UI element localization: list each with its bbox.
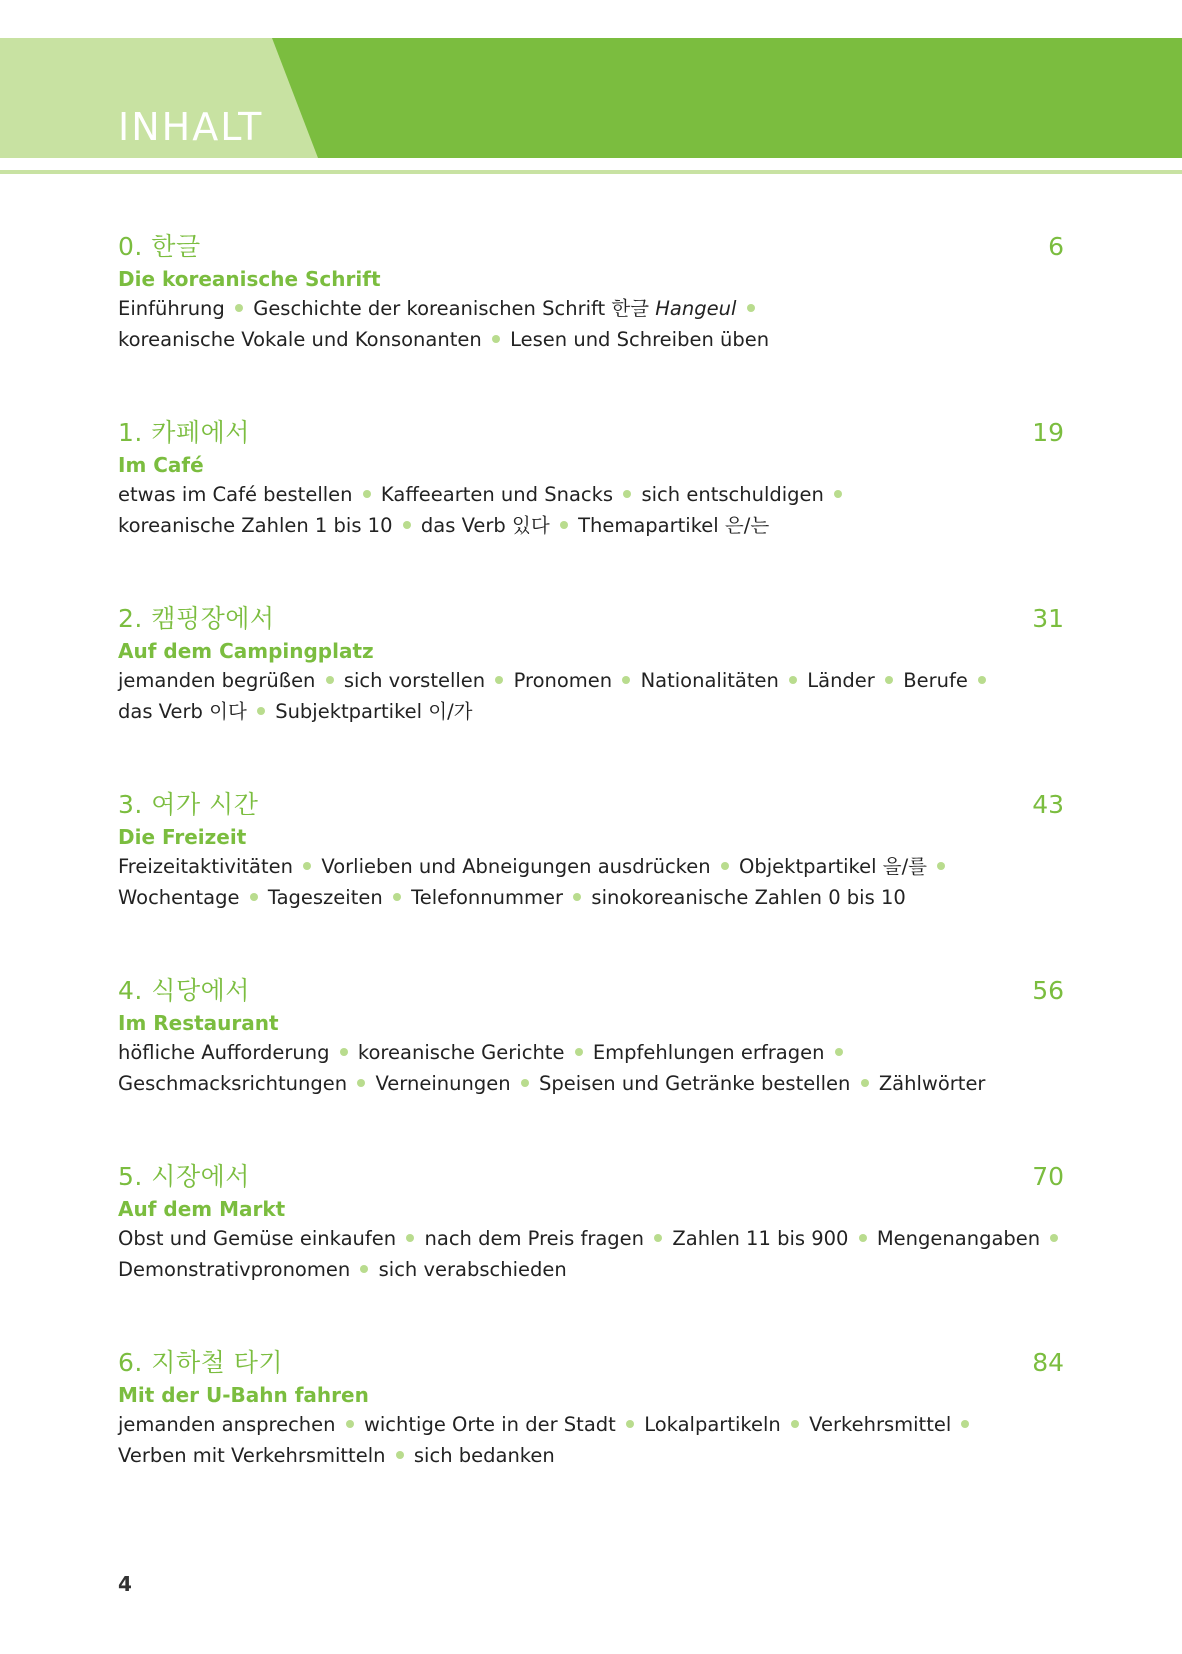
chapter-title[interactable]: 4. 식당에서 [118, 976, 250, 1005]
bullet-dot-icon [406, 1234, 414, 1242]
bullet-dot-icon [573, 893, 581, 901]
topic-item: Pronomen [513, 669, 613, 692]
page-number: 4 [118, 1572, 132, 1596]
bullet-dot-icon [978, 676, 986, 684]
bullet-dot-icon [859, 1234, 867, 1242]
topic-item: Einführung [118, 297, 225, 320]
chapter-page-number[interactable]: 56 [1032, 976, 1064, 1005]
topic-item: Geschmacksrichtungen [118, 1072, 348, 1095]
bullet-dot-icon [961, 1420, 969, 1428]
bullet-dot-icon [791, 1420, 799, 1428]
topic-item: Verneinungen [375, 1072, 511, 1095]
chapter-title[interactable]: 5. 시장에서 [118, 1162, 250, 1191]
bullet-dot-icon [257, 707, 265, 715]
bullet-dot-icon [560, 521, 568, 529]
chapter-topics [118, 1409, 1064, 1471]
bullet-dot-icon [495, 676, 503, 684]
chapter-title[interactable]: 3. 여가 시간 [118, 790, 259, 819]
chapter-page-number[interactable]: 70 [1032, 1162, 1064, 1191]
topic-item: jemanden ansprechen [118, 1413, 336, 1436]
chapter-topics [118, 1037, 1064, 1099]
bullet-dot-icon [622, 676, 630, 684]
topic-item: sich verabschieden [378, 1258, 567, 1281]
toc-entry[interactable] [118, 788, 1064, 974]
bullet-dot-icon [885, 676, 893, 684]
topic-item: sinokoreanische Zahlen 0 bis 10 [591, 886, 906, 909]
topic-item: Kaffeearten und Snacks [380, 483, 614, 506]
page-title: INHALT [118, 105, 264, 149]
chapter-title[interactable]: 6. 지하철 타기 [118, 1348, 283, 1377]
topic-item: Subjektpartikel 이/가 [275, 700, 473, 723]
topic-item: etwas im Café bestellen [118, 483, 353, 506]
topic-item: nach dem Preis fragen [424, 1227, 645, 1250]
topic-item: wichtige Orte in der Stadt [363, 1413, 616, 1436]
bullet-dot-icon [250, 893, 258, 901]
topic-item: sich entschuldigen [641, 483, 824, 506]
topic-item: Speisen und Getränke bestellen [538, 1072, 851, 1095]
bullet-dot-icon [789, 676, 797, 684]
bullet-dot-icon [393, 893, 401, 901]
bullet-dot-icon [340, 1048, 348, 1056]
toc-entry[interactable] [118, 602, 1064, 788]
toc-entry[interactable] [118, 1160, 1064, 1346]
chapter-page-number[interactable]: 43 [1032, 790, 1064, 819]
bullet-dot-icon [835, 1048, 843, 1056]
topic-item: Verben mit Verkehrsmitteln [118, 1444, 386, 1467]
bullet-dot-icon [363, 490, 371, 498]
bullet-dot-icon [626, 1420, 634, 1428]
bullet-dot-icon [303, 862, 311, 870]
bullet-dot-icon [360, 1265, 368, 1273]
chapter-subtitle: Im Café [118, 453, 204, 477]
chapter-subtitle: Im Restaurant [118, 1011, 279, 1035]
chapter-page-number[interactable]: 19 [1032, 418, 1064, 447]
topic-item: sich vorstellen [343, 669, 486, 692]
chapter-subtitle: Auf dem Markt [118, 1197, 286, 1221]
chapter-topics [118, 851, 1064, 913]
toc-entry[interactable] [118, 230, 1064, 416]
chapter-topics [118, 665, 1064, 727]
bullet-dot-icon [235, 304, 243, 312]
topic-item: Berufe [903, 669, 968, 692]
bullet-dot-icon [492, 335, 500, 343]
topic-item: jemanden begrüßen [118, 669, 316, 692]
topic-item: Zählwörter [878, 1072, 986, 1095]
bullet-dot-icon [861, 1079, 869, 1087]
bullet-dot-icon [1050, 1234, 1058, 1242]
topic-item: das Verb 이다 [118, 700, 247, 723]
topic-item: Themapartikel 은/는 [578, 514, 770, 537]
bullet-dot-icon [396, 1451, 404, 1459]
topic-item: Tageszeiten [267, 886, 383, 909]
toc-entry[interactable] [118, 416, 1064, 602]
table-of-contents [118, 230, 1064, 1532]
chapter-topics [118, 1223, 1064, 1285]
bullet-dot-icon [521, 1079, 529, 1087]
bullet-dot-icon [654, 1234, 662, 1242]
topic-item: Wochentage [118, 886, 240, 909]
topic-item: koreanische Vokale und Konsonanten [118, 328, 482, 351]
bullet-dot-icon [357, 1079, 365, 1087]
bullet-dot-icon [937, 862, 945, 870]
topic-item: Obst und Gemüse einkaufen [118, 1227, 397, 1250]
chapter-subtitle: Die koreanische Schrift [118, 267, 381, 291]
topic-item: Empfehlungen erfragen [592, 1041, 825, 1064]
header-divider [0, 170, 1182, 174]
topic-item: sich bedanken [413, 1444, 555, 1467]
topic-item: Lokalpartikeln [644, 1413, 781, 1436]
topic-item: höfliche Aufforderung [118, 1041, 330, 1064]
chapter-subtitle: Mit der U-Bahn fahren [118, 1383, 369, 1407]
bullet-dot-icon [575, 1048, 583, 1056]
bullet-dot-icon [721, 862, 729, 870]
bullet-dot-icon [623, 490, 631, 498]
bullet-dot-icon [747, 304, 755, 312]
topic-item: koreanische Gerichte [357, 1041, 565, 1064]
topic-item: koreanische Zahlen 1 bis 10 [118, 514, 393, 537]
chapter-title[interactable]: 0. 한글 [118, 232, 201, 261]
topic-item: Nationalitäten [640, 669, 779, 692]
toc-entry[interactable] [118, 974, 1064, 1160]
bullet-dot-icon [326, 676, 334, 684]
chapter-topics [118, 479, 1064, 541]
chapter-page-number[interactable]: 84 [1032, 1348, 1064, 1377]
chapter-topics [118, 293, 1064, 355]
topic-item: Freizeitaktivitäten [118, 855, 293, 878]
bullet-dot-icon [346, 1420, 354, 1428]
chapter-title[interactable]: 1. 카페에서 [118, 418, 250, 447]
bullet-dot-icon [403, 521, 411, 529]
topic-item: Vorlieben und Abneigungen ausdrücken [321, 855, 711, 878]
topic-item: Lesen und Schreiben üben [510, 328, 770, 351]
topic-item: Verkehrsmittel [809, 1413, 952, 1436]
chapter-title[interactable]: 2. 캠핑장에서 [118, 604, 275, 633]
chapter-page-number[interactable]: 6 [1048, 232, 1064, 261]
topic-item: Zahlen 11 bis 900 [672, 1227, 849, 1250]
topic-item: Geschichte der koreanischen Schrift 한글 Hangeul [253, 297, 737, 320]
topic-item: Telefonnummer [411, 886, 564, 909]
chapter-subtitle: Die Freizeit [118, 825, 247, 849]
chapter-page-number[interactable]: 31 [1032, 604, 1064, 633]
toc-entry[interactable] [118, 1346, 1064, 1532]
topic-item: Objektpartikel 을/를 [739, 855, 927, 878]
topic-item: Mengenangaben [876, 1227, 1041, 1250]
topic-item: das Verb 있다 [420, 514, 550, 537]
topic-item: Länder [807, 669, 875, 692]
chapter-subtitle: Auf dem Campingplatz [118, 639, 374, 663]
topic-item: Demonstrativpronomen [118, 1258, 351, 1281]
bullet-dot-icon [834, 490, 842, 498]
